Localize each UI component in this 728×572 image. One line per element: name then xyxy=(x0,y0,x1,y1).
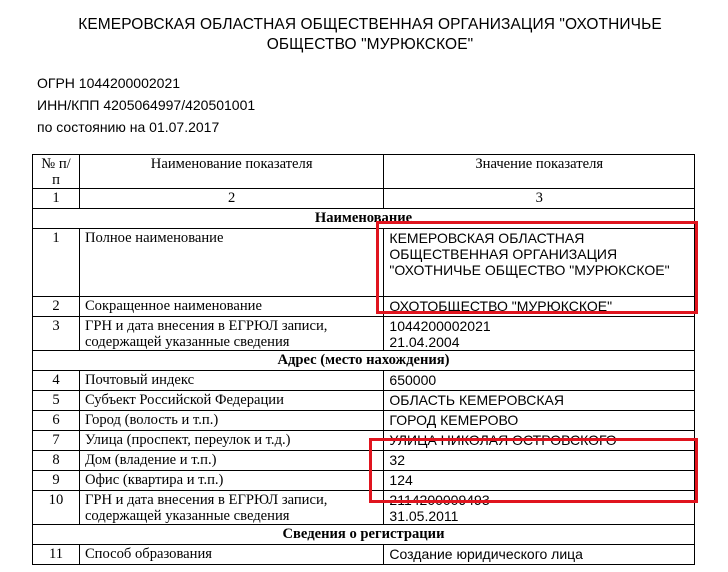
section-row-name xyxy=(33,209,695,229)
row-number: 10 xyxy=(33,491,80,525)
row-value: ГОРОД КЕМЕРОВО xyxy=(384,411,695,431)
row-number: 8 xyxy=(33,451,80,471)
row-number: 1 xyxy=(33,229,80,297)
section-row-registration xyxy=(33,525,695,545)
row-label: Сокращенное наименование xyxy=(79,297,383,317)
table-row xyxy=(33,451,695,471)
row-label: Улица (проспект, переулок и т.д.) xyxy=(79,431,383,451)
table-row xyxy=(33,431,695,451)
grn-date: 21.04.2004 xyxy=(389,334,460,350)
document-meta xyxy=(37,72,255,138)
grn-value: 2114200009493 xyxy=(389,492,490,508)
table-row xyxy=(33,491,695,525)
row-label: Субъект Российской Федерации xyxy=(79,391,383,411)
header-indicator-name: Наименование показателя xyxy=(79,155,383,189)
row-number: 7 xyxy=(33,431,80,451)
table-row xyxy=(33,229,695,297)
grn-value: 1044200002021 xyxy=(389,318,491,334)
row-number: 3 xyxy=(33,317,80,351)
table-row xyxy=(33,471,695,491)
section-heading: Адрес (место нахождения) xyxy=(33,351,695,371)
header-number: № п/п xyxy=(33,155,80,189)
row-value: КЕМЕРОВСКАЯ ОБЛАСТНАЯ ОБЩЕСТВЕННАЯ ОРГАНИЗАЦИЯ "ОХОТНИЧЬЕ ОБЩЕСТВО "МУРЮКСКОЕ" xyxy=(384,229,695,297)
section-heading: Наименование xyxy=(33,209,695,229)
row-label: Полное наименование xyxy=(79,229,383,297)
column-number: 1 xyxy=(33,189,80,209)
table-row xyxy=(33,545,695,565)
table-row xyxy=(33,297,695,317)
row-number: 2 xyxy=(33,297,80,317)
column-number: 2 xyxy=(79,189,383,209)
row-number: 6 xyxy=(33,411,80,431)
as-of-date-line: по состоянию на 01.07.2017 xyxy=(37,119,220,135)
table-row xyxy=(33,411,695,431)
table-row xyxy=(33,371,695,391)
row-value: Создание юридического лица xyxy=(384,545,695,565)
row-label: Способ образования xyxy=(79,545,383,565)
row-value xyxy=(384,491,695,525)
row-label: Почтовый индекс xyxy=(79,371,383,391)
row-label: ГРН и дата внесения в ЕГРЮЛ записи, содержащей указанные сведения xyxy=(79,317,383,351)
row-value xyxy=(384,317,695,351)
row-number: 5 xyxy=(33,391,80,411)
row-value: 124 xyxy=(384,471,695,491)
grn-date: 31.05.2011 xyxy=(389,508,459,524)
ogrn-line: ОГРН 1044200002021 xyxy=(37,75,181,91)
row-value: УЛИЦА НИКОЛАЯ ОСТРОВСКОГО xyxy=(384,431,695,451)
row-number: 9 xyxy=(33,471,80,491)
row-label: Офис (квартира и т.п.) xyxy=(79,471,383,491)
row-label: ГРН и дата внесения в ЕГРЮЛ записи, содержащей указанные сведения xyxy=(79,491,383,525)
table-row xyxy=(33,391,695,411)
section-heading: Сведения о регистрации xyxy=(33,525,695,545)
indicators-table xyxy=(32,154,695,565)
section-row-address xyxy=(33,351,695,371)
row-value: 650000 xyxy=(384,371,695,391)
row-number: 11 xyxy=(33,545,80,565)
row-label: Дом (владение и т.п.) xyxy=(79,451,383,471)
row-number: 4 xyxy=(33,371,80,391)
row-value: ОБЛАСТЬ КЕМЕРОВСКАЯ xyxy=(384,391,695,411)
document-title: КЕМЕРОВСКАЯ ОБЛАСТНАЯ ОБЩЕСТВЕННАЯ ОРГАНИЗАЦИЯ "ОХОТНИЧЬЕ ОБЩЕСТВО "МУРЮКСКОЕ" xyxy=(78,16,662,53)
header-indicator-value: Значение показателя xyxy=(384,155,695,189)
row-value: ОХОТОБЩЕСТВО "МУРЮКСКОЕ" xyxy=(384,297,695,317)
column-numbers-row xyxy=(33,189,695,209)
row-value: 32 xyxy=(384,451,695,471)
inn-kpp-line: ИНН/КПП 4205064997/420501001 xyxy=(37,97,256,113)
table-header-row xyxy=(33,155,695,189)
row-label: Город (волость и т.п.) xyxy=(79,411,383,431)
table-row xyxy=(33,317,695,351)
column-number: 3 xyxy=(384,189,695,209)
